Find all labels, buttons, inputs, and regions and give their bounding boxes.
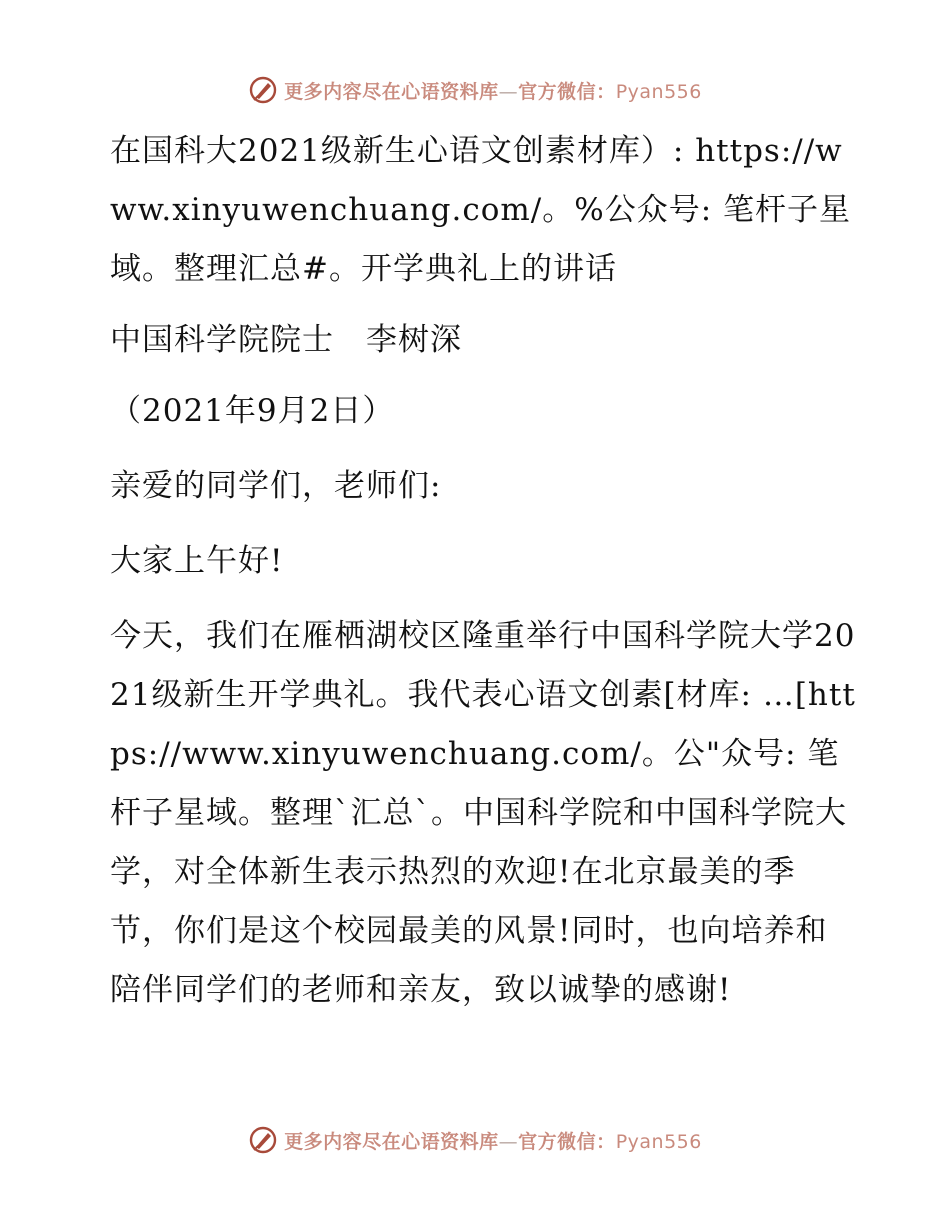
intro-paragraph: 在国科大2021级新生心语文创素材库）: https://www.xinyuwenchuang.com/。%公众号: 笔杆子星域。整理汇总#。开学典礼上的讲话: [110, 133, 851, 287]
speaker-line: 中国科学院院士 李树深: [110, 322, 462, 358]
body-paragraph: 今天，我们在雁栖湖校区隆重举行中国科学院大学2021级新生开学典礼。我代表心语文创素[材库: …[https://www.xinyuwenchuang.com/。公"众号: 笔杆子星域。整理`汇总`。中国科学院和中国科学院大学，对全体新生表示热烈的欢迎!在北京最美的季节，你们是这个校园最美的风景!同时，也向培养和陪伴同学们的老师和亲友，致以诚挚的感谢!: [110, 618, 856, 1008]
salutation-line: 大家上午好!: [110, 543, 284, 579]
date-line: （2021年9月2日）: [110, 393, 395, 429]
watermark-separator: —: [498, 80, 519, 103]
watermark-label: 官方微信：: [518, 1130, 616, 1153]
watermark-brand: 更多内容尽在心语资料库: [284, 1130, 499, 1153]
watermark-wechat-id: Pyan556: [615, 80, 702, 103]
quill-seal-icon: [248, 75, 278, 105]
header-watermark: [0, 70, 950, 110]
document-body: [98, 122, 858, 1020]
quill-seal-icon: [248, 1125, 278, 1155]
greeting-line: 亲爱的同学们，老师们:: [110, 468, 442, 504]
watermark-label: 官方微信：: [518, 80, 616, 103]
watermark-brand: 更多内容尽在心语资料库: [284, 80, 499, 103]
footer-watermark: [0, 1120, 950, 1160]
watermark-wechat-id: Pyan556: [615, 1130, 702, 1153]
watermark-text: [284, 77, 702, 104]
watermark-text: [284, 1127, 702, 1154]
watermark-separator: —: [498, 1130, 519, 1153]
